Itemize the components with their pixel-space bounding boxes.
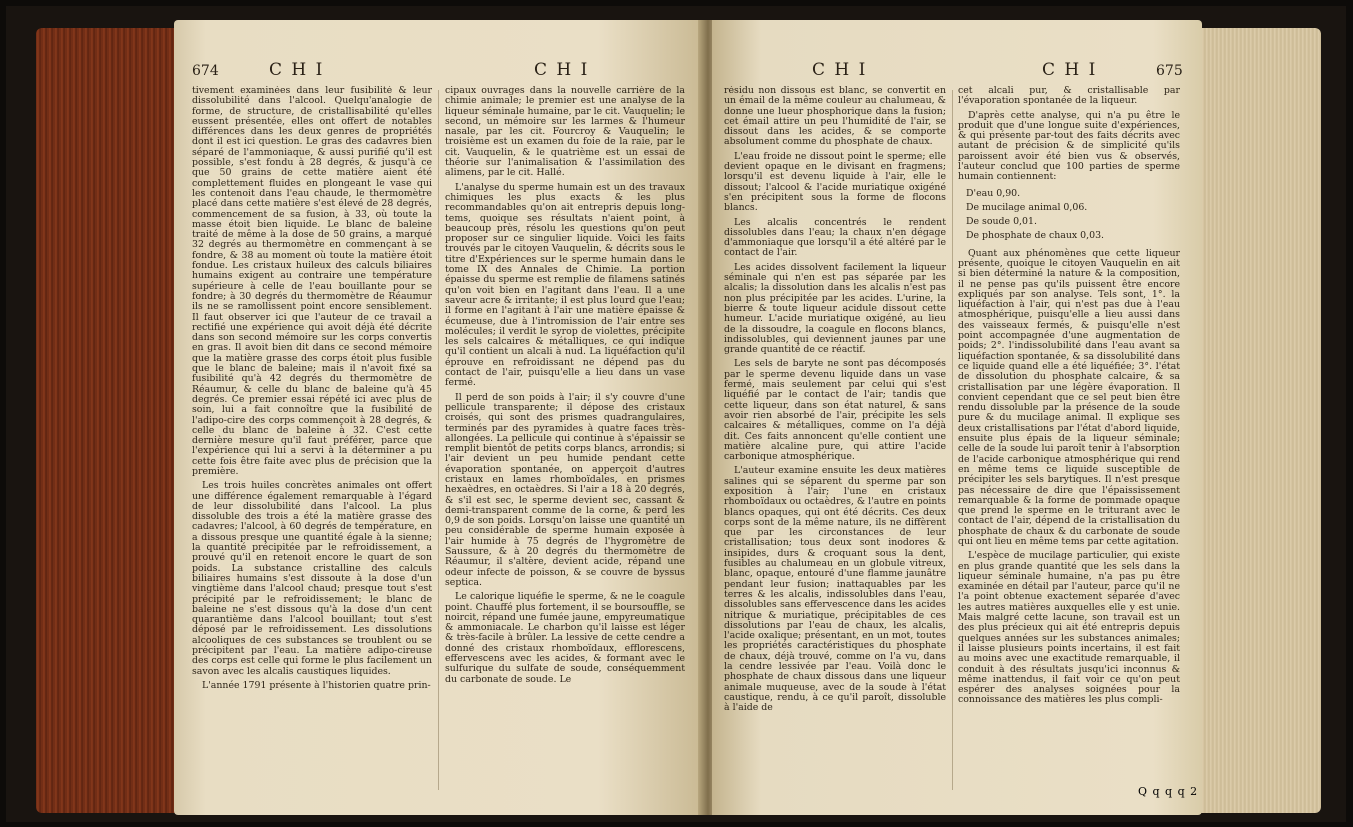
paragraph: cet alcali pur, & cristallisable par l'évaporation spontanée de la liqueur. [958, 86, 1180, 107]
column-divider [438, 90, 439, 790]
left-page-column-1 [192, 86, 432, 796]
paragraph: Quant aux phénomènes que cette liqueur présente, quoique le citoyen Vauquelin en ait si bien déterminé la nature & la composition, il ne pense pas qu'ils puissent être encore expliqués par son analyse. Tels sont, 1°. la liquéfaction à l'air, qui n'est pas due à l'eau atmosphérique, puisqu'elle a lieu aussi dans des vaisseaux fermés, & puisqu'elle n'est point accompagnée d'une augmentation de poids; 2°. l'indissolubilité dans l'eau avant sa liquéfaction spontanée, & sa dissolubilité dans ce liquide quand elle a été liquéfiée; 3°. l'état de dissolution du phosphate calcaire, & sa cristallisation par une légère évaporation. Il convient cependant que ce sel peut bien être rendu dissoluble par la présence de la soude pure & du mucilage animal. Il explique ses deux cristallisations par l'état d'abord liquide, ensuite plus épais de la liqueur séminale; celle de la soude lui paroît tenir à l'absorption de l'acide carbonique atmosphérique qui rend en même tems ce liquide susceptible de précipiter les sels barytiques. Il n'est presque pas nécessaire de dire que l'épaississement remarquable & la forme de pommade opaque que prend le sperme en le triturant avec le contact de l'air, dépend de la cristallisation du phosphate de chaux & du carbonate de soude qui ont lieu en même tems par cette agitation. [958, 247, 1180, 547]
right-page [712, 20, 1202, 815]
running-head-left-1: C H I [269, 60, 325, 80]
left-page-column-2 [445, 86, 685, 796]
signature-mark: Q q q q 2 [1138, 785, 1199, 798]
paragraph: tivement examinées dans leur fusibilité & leur dissolubilité dans l'alcool. Quelqu'analogie de forme, de structure, de cristallisabilité qu'elles eussent présentée, elles ont offert de notables différences dans les deux genres de propriétés dont il est ici question. Le gras des cadavres bien séparé de l'ammoniaque, & aussi purifié qu'il est possible, s'est fondu à 28 degrés, & jusqu'à ce que 50 grains de cette matière aient été complettement fluides en plongeant le vase qui les contenoit dans l'eau chaude, le thermomètre placé dans cette matière s'est élevé de 28 degrés, commencement de sa fusion, à 33, où toute la masse étoit bien liquide. Le blanc de baleine traité de même à la dose de 50 grains, a marqué 32 degrés au thermomètre en commençant à se fondre, & 38 au moment où toute la matière étoit fondue. Les cristaux huileux des calculs biliaires humains exigent au contraire une température supérieure à celle de l'eau bouillante pour se fondre; à 30 degrés du thermomètre de Réaumur ils ne se ramollissent point encore sensiblement. Il faut observer ici que l'auteur de ce travail a rectifié une expérience qui avoit déjà été décrite dans son second mémoire sur les corps convertis en gras. Il avoit bien dit dans ce second mémoire que la matière grasse des corps étoit plus fusible que le blanc de baleine; mais il n'avoit fixé sa fusibilité qu'à 42 degrés du thermomètre de Réaumur, & celle du blanc de baleine qu'à 45 degrés. Ce premier essai répété ici avec plus de soin, lui a fait connoître que la fusibilité de l'adipo-cire des corps commençoit à 28 degrés, & celle du blanc de baleine à 32. C'est cette dernière mesure qu'il faut préférer, parce que l'expérience qui lui a servi à la déterminer a pu cette fois être faite avec plus de précision que la première. [192, 86, 432, 477]
paragraph: cipaux ouvrages dans la nouvelle carrière de la chimie animale; le premier est une analyse de la liqueur séminale humaine, par le cit. Vauquelin; le second, un mémoire sur les larmes & l'humeur nasale, par les cit. Fourcroy & Vauquelin; le troisième est un examen du foie de la raie, par le cit. Vauquelin, & le quatrième est un essai de théorie sur l'animalisation & l'assimilation des alimens, par le cit. Hallé. [445, 86, 685, 179]
paragraph: Les trois huiles concrètes animales ont offert une différence également remarquable à l'égard de leur dissolubilité dans l'alcool. La plus dissoluble des trois a été la matière grasse des cadavres; l'alcool, à 60 degrés de température, en a dissous presque une quantité égale à la sienne; la quantité précipitée par le refroidissement, a prouvé qu'il en retenoit encore le quart de son poids. La substance cristalline des calculs biliaires humains s'est dissoute à la dose d'un vingtième dans l'alcool chaud; presque tout s'est précipité par le refroidissement; le blanc de baleine ne s'est dissous qu'à la dose d'un cent quarantième dans l'alcool bouillant; tout s'est déposé par le refroidissement. Les dissolutions alcooliques de ces substances se troublent ou se précipitent par l'eau. La matière adipo-cireuse des corps est celle qui forme le plus facilement un savon avec les alcalis caustiques liquides. [192, 480, 432, 677]
paragraph: Les sels de baryte ne sont pas décomposés par le sperme devenu liquide dans un vase fermé, mais seulement par celui qui s'est liquéfié par le contact de l'air; tandis que cette liqueur, dans son état naturel, & sans avoir rien absorbé de l'air, précipite les sels calcaires & métalliques, comme on l'a déjà dit. Ces faits annoncent qu'elle contient une matière alcaline pure, qui attire l'acide carbonique atmosphérique. [724, 358, 946, 463]
page-number-right: 675 [1156, 63, 1183, 79]
paragraph: Il perd de son poids à l'air; il s'y couvre d'une pellicule transparente; il dépose des cristaux croisés, qui sont des prismes quadrangulaires, terminés par des pyramides à quatre faces très-allongées. La pellicule qui continue à s'épaissir se remplit bientôt de petits corps blancs, arrondis; si l'air devient un peu humide pendant cette évaporation spontanée, on apperçoit d'autres cristaux en lames rhomboïdales, en prismes hexaèdres, en octaèdres. Si l'air a 18 à 20 degrés, & s'il est sec, le sperme devient sec, cassant & demi-transparent comme de la corne, & perd les 0,9 de son poids. Lorsqu'on laisse une quantité un peu considérable de sperme humain exposée à l'air humide à 75 degrés de l'hygromètre de Saussure, & à 20 degrés du thermomètre de Réaumur, il s'altère, devient acide, répand une odeur infecte de poisson, & se couvre de byssus septica. [445, 391, 685, 588]
paragraph: D'après cette analyse, qui n'a pu être le produit que d'une longue suite d'expériences, & qui présente par-tout des faits décrits avec autant de précision & de simplicité qu'ils paroissent avoir été bien vus & observés, l'auteur conclud que 100 parties de sperme humain contiennent: [958, 109, 1180, 183]
book-photo [6, 6, 1346, 822]
running-head-right-1: C H I [812, 60, 868, 80]
list-item: D'eau 0,90. [966, 187, 1021, 199]
paragraph: L'analyse du sperme humain est un des travaux chimiques les plus exacts & les plus recommandables qu'on ait entrepris depuis long-tems, quoique ses résultats n'aient point, à beaucoup près, résolu les questions qu'on peut proposer sur ce singulier liquide. Voici les faits trouvés par le citoyen Vauquelin, & décrits sous le titre d'Expériences sur le sperme humain dans le tome IX des Annales de Chimie. La portion épaisse du sperme est remplie de filamens satinés qu'on voit bien en l'agitant dans l'eau. Il a une saveur acre & irritante; il est plus lourd que l'eau; il forme en l'agitant à l'air une matière épaisse & écumeuse, due à l'intromission de l'air entre ses molécules; il verdit le syrop de violettes, précipite les sels calcaires & métalliques, ce qui indique qu'il contient un alcali à nud. La liquéfaction qu'il éprouve en refroidissant ne dépend pas du contact de l'air, puisqu'elle a lieu dans un vase fermé. [445, 181, 685, 389]
list-item: De soude 0,01. [966, 215, 1037, 227]
left-page [174, 20, 704, 815]
running-head-left-2: C H I [534, 60, 590, 80]
composition-list [958, 187, 1180, 243]
book-page-edges-left [36, 28, 186, 813]
column-divider [952, 90, 953, 790]
paragraph: Le calorique liquéfie le sperme, & ne le coagule point. Chauffé plus fortement, il se boursouffle, se noircit, répand une fumée jaune, empyreumatique & ammoniacale. Le charbon qu'il laisse est léger & très-facile à brûler. La lessive de cette cendre a donné des cristaux rhomboïdaux, efflorescens, effervescens avec les acides, & formant avec le sulfurique du sulfate de soude, conséquemment du carbonate de soude. Le [445, 591, 685, 685]
right-page-column-2 [958, 86, 1180, 796]
paragraph: L'auteur examine ensuite les deux matières salines qui se séparent du sperme par son exposition à l'air; l'une en cristaux rhomboïdaux ou octaèdres, & l'autre en points blancs opaques, qui ont été décrits. Ces deux corps sont de la même nature, ils ne diffèrent que par les circonstances de leur cristallisation; tous deux sont inodores & insipides, durs & croquant sous la dent, fusibles au chalumeau en un globule vitreux, blanc, opaque, entouré d'une flamme jaunâtre pendant leur fusion; inattaquables par les terres & les alcalis, indissolubles dans l'eau, dissolubles sans effervescence dans les acides nitrique & muriatique, précipitables de ces dissolutions par l'eau de chaux, les alcalis, l'acide oxalique; présentant, en un mot, toutes les propriétés caractéristiques du phosphate de chaux, déjà trouvé, comme on l'a vu, dans la cendre lessivée par l'eau. Voilà donc le phosphate de chaux dissous dans une liqueur animale muqueuse, avec de la soude à l'état caustique, rendu, à ce qu'il paroît, dissoluble à l'aide de [724, 465, 946, 714]
running-head-right-2: C H I [1042, 60, 1098, 80]
page-number-left: 674 [192, 63, 219, 79]
list-item: De phosphate de chaux 0,03. [966, 229, 1105, 241]
paragraph: Les alcalis concentrés le rendent dissolubles dans l'eau; la chaux n'en dégage d'ammoniaque que lorsqu'il a été altéré par le contact de l'air. [724, 216, 946, 259]
book-page-edges-right [1191, 28, 1321, 813]
right-page-column-1 [724, 86, 946, 796]
paragraph: L'année 1791 présente à l'historien quatre prin- [202, 679, 431, 691]
paragraph: Les acides dissolvent facilement la liqueur séminale qui n'en est pas séparée par les alcalis; la dissolution dans les alcalis n'est pas non plus précipitée par les acides. L'urine, la bierre & toute liqueur acidule dissout cette humeur. L'acide muriatique oxigéné, au lieu de la dissoudre, la coagule en flocons blancs, indissolubles, qui deviennent jaunes par une grande quantité de ce réactif. [724, 261, 946, 356]
list-item: De mucilage animal 0,06. [966, 201, 1088, 213]
paragraph: résidu non dissous est blanc, se convertit en un émail de la même couleur au chalumeau, & donne une lueur phosphorique dans la fusion; cet émail attire un peu l'humidité de l'air, se dissout dans les acides, & se comporte absolument comme du phosphate de chaux. [724, 86, 946, 148]
paragraph: L'eau froide ne dissout point le sperme; elle devient opaque en le divisant en fragmens; lorsqu'il est devenu liquide à l'air, elle le dissout; l'alcool & l'acide muriatique oxigéné s'en précipitent sous la forme de flocons blancs. [724, 150, 946, 214]
paragraph: L'espèce de mucilage particulier, qui existe en plus grande quantité que les sels dans la liqueur séminale humaine, n'a pas pu être examinée en détail par l'auteur, parce qu'il ne l'a point obtenue exactement séparée d'avec les autres matières auxquelles elle y est unie. Mais malgré cette lacune, son travail est un des plus précieux qui ait été entrepris depuis quelques années sur les substances animales; il laisse plusieurs points incertains, il est fait au moins avec une exactitude remarquable, il conduit à des résultats jusqu'ici inconnus & même inattendus, il fait voir ce qu'on peut espérer des analyses soignées pour la connoissance des matières les plus compli- [958, 550, 1180, 706]
